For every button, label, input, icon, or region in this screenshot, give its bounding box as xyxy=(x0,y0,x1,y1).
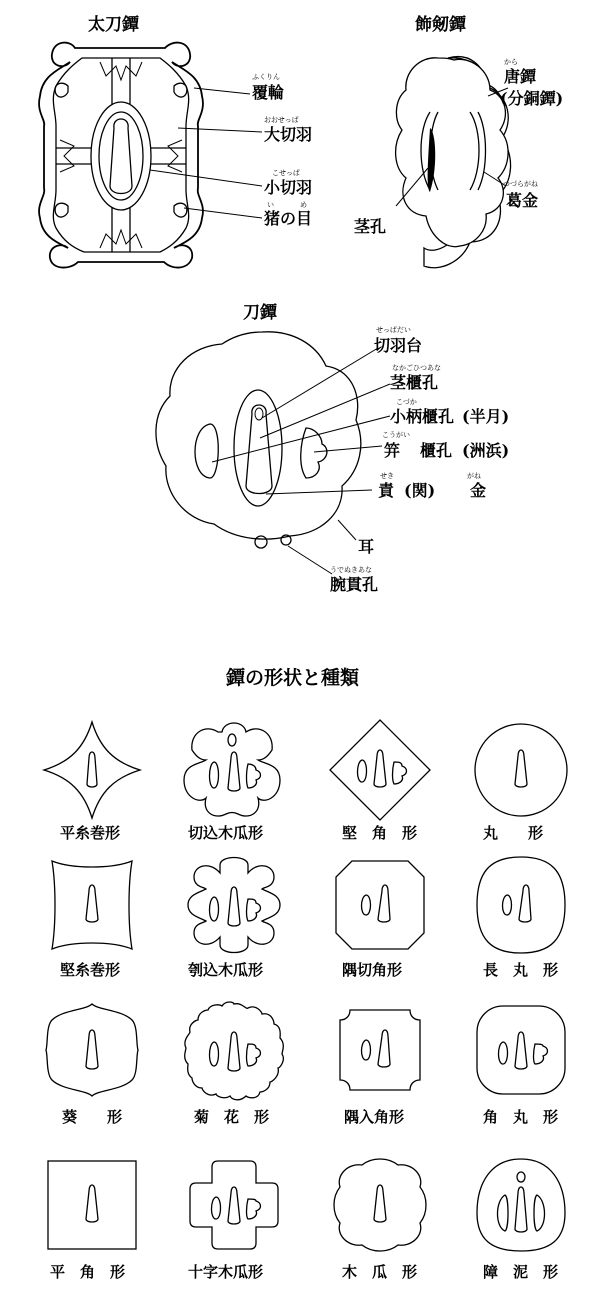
fundo-tsuba-label: (分銅鐔) xyxy=(500,89,564,108)
kogai-note: (洲浜) xyxy=(462,441,510,460)
shape-maru xyxy=(475,724,567,842)
shape-label: 角 丸 形 xyxy=(483,1108,559,1126)
shape-label: 木 瓜 形 xyxy=(342,1263,418,1281)
shape-hira-itomaki xyxy=(44,722,140,842)
shapes-heading: 鐔の形状と種類 xyxy=(226,667,360,689)
katana-tsuba-drawing xyxy=(156,332,390,574)
shape-kikka xyxy=(185,1002,284,1126)
kazari-tsuba-drawing xyxy=(396,57,511,268)
shape-label: 障 泥 形 xyxy=(483,1263,559,1281)
shape-aori xyxy=(477,1159,565,1281)
nakago-ana-label: 茎孔 xyxy=(354,217,387,236)
oseppa-label: 大切羽 xyxy=(264,125,313,144)
kogai-label-a: 笄 xyxy=(384,441,401,460)
shape-label: 隅切角形 xyxy=(342,961,403,979)
seppadai-label: 切羽台 xyxy=(374,336,423,355)
shape-label: 十字木瓜形 xyxy=(188,1263,264,1281)
koseppa-label: 小切羽 xyxy=(264,178,313,197)
shape-label: 葵 形 xyxy=(62,1108,123,1126)
shape-label: 刳込木瓜形 xyxy=(188,961,264,979)
udenuki-ruby: うでぬきあな xyxy=(330,566,372,574)
gane-ruby: がね xyxy=(467,472,481,480)
shape-label: 切込木瓜形 xyxy=(188,824,264,842)
shape-juji-mokko xyxy=(188,1161,278,1281)
shape-sumikiri-kaku xyxy=(336,861,424,979)
nakago-ruby: なかごひつあな xyxy=(392,364,441,372)
shape-sumiiri-kaku xyxy=(340,1010,420,1126)
kozuka-ruby: こづか xyxy=(396,398,417,406)
kozuka-note: (半月) xyxy=(462,407,510,426)
seki-label: 責 xyxy=(378,481,395,500)
shape-mokko xyxy=(334,1159,426,1281)
inome-ruby-me: め xyxy=(300,201,307,209)
tsuzuragane-ruby: つづらがね xyxy=(503,180,538,188)
fukurin-ruby: ふくりん xyxy=(252,73,280,81)
tachi-tsuba-drawing xyxy=(39,43,262,268)
shape-label: 菊 花 形 xyxy=(194,1108,270,1126)
shape-aoi xyxy=(46,1004,138,1126)
seki-note: (関) xyxy=(404,481,436,500)
nakago-label: 茎櫃孔 xyxy=(390,373,439,392)
tachi-tsuba-section xyxy=(39,14,312,268)
oseppa-ruby: おおせっぱ xyxy=(264,116,299,124)
shape-tate-itomaki xyxy=(52,861,132,979)
shape-label: 堅糸巻形 xyxy=(60,961,121,979)
kara-ruby: から xyxy=(504,58,518,66)
mimi-label: 耳 xyxy=(358,537,375,556)
koseppa-ruby: こせっぱ xyxy=(272,169,300,177)
inome-ruby-i: い xyxy=(267,201,274,209)
seki-ruby: せき xyxy=(380,472,394,480)
seppadai-ruby: せっぱだい xyxy=(376,326,411,334)
shape-label: 隅入角形 xyxy=(344,1108,405,1126)
kogai-ruby: こうがい xyxy=(382,431,410,439)
shape-label: 平糸巻形 xyxy=(60,824,121,842)
tachi-tsuba-title: 太刀鐔 xyxy=(88,15,139,35)
shape-label: 堅 角 形 xyxy=(342,824,418,842)
shape-label: 丸 形 xyxy=(483,824,544,842)
kozuka-label: 小柄櫃孔 xyxy=(390,407,455,426)
kazari-tsuba-section xyxy=(354,14,563,268)
gane-label: 金 xyxy=(470,481,487,500)
shape-hira-kaku xyxy=(48,1161,136,1281)
shape-naga-maru xyxy=(477,857,565,979)
shape-label: 長 丸 形 xyxy=(483,961,559,979)
katana-tsuba-title: 刀鐔 xyxy=(243,303,277,323)
katana-tsuba-section xyxy=(156,302,509,594)
shape-kirikomi-mokko xyxy=(184,723,280,842)
karatsuba-label: 唐鐔 xyxy=(504,67,537,86)
shape-label: 平 角 形 xyxy=(50,1263,126,1281)
shape-kaku-maru xyxy=(477,1006,565,1126)
inome-label: 猪の目 xyxy=(264,209,313,228)
shape-kurikomi-mokko xyxy=(188,858,280,980)
fukurin-label: 覆輪 xyxy=(252,83,285,102)
shape-tate-kaku xyxy=(330,720,430,842)
udenuki-label: 腕貫孔 xyxy=(330,575,379,594)
kazari-tsuba-title: 飾剱鐔 xyxy=(415,15,466,35)
kogai-label-b: 櫃孔 xyxy=(420,441,453,460)
tsuzuragane-label: 葛金 xyxy=(506,191,539,210)
